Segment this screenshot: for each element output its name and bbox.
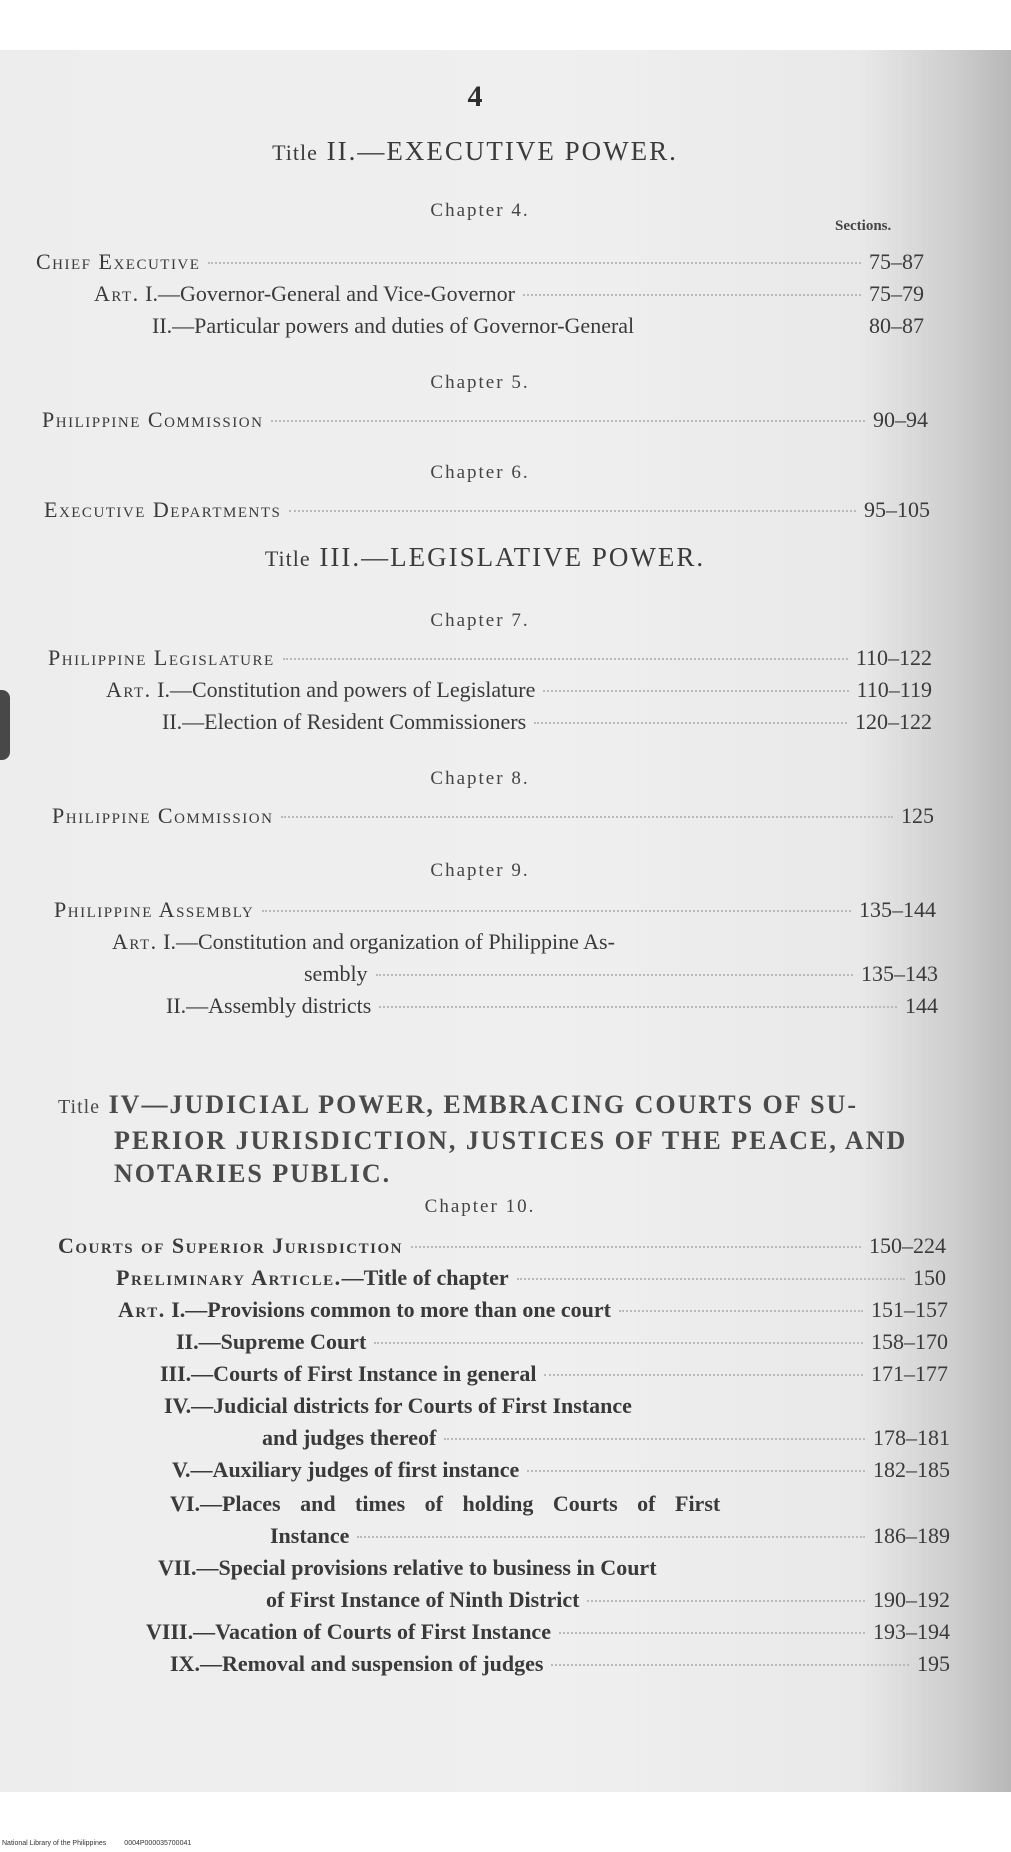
dot-leader: [283, 658, 848, 660]
section-range: 135–144: [859, 897, 936, 922]
toc-entry-courts-superior-jurisdiction: [58, 1232, 946, 1260]
dot-leader: [379, 1006, 897, 1008]
dot-leader: [551, 1664, 909, 1666]
title-line-2: PERIOR JURISDICTION, JUSTICES OF THE PEACE, AND: [114, 1126, 908, 1155]
section-range: 178–181: [873, 1425, 950, 1450]
entry-label: II.—Particular powers and duties of Governor-General: [152, 313, 635, 338]
dot-leader: [534, 722, 847, 724]
dot-leader: [444, 1438, 865, 1440]
scanned-page: [0, 50, 1011, 1792]
entry-label: IX.—Removal and suspension of judges: [170, 1651, 544, 1676]
title-iv-heading: [58, 1088, 948, 1190]
toc-entry-philippine-assembly: [54, 896, 936, 924]
art-prefix: Art.: [94, 281, 140, 306]
title-prefix: Title: [58, 1096, 101, 1118]
entry-label: II.—Supreme Court: [176, 1329, 367, 1354]
dot-leader: [517, 1278, 905, 1280]
entry-label: I.—Constitution and powers of Legislature: [151, 677, 536, 702]
toc-entry-chief-executive: [36, 248, 924, 276]
section-range: 144: [905, 993, 938, 1018]
dot-leader: [271, 420, 865, 422]
toc-entry-ch10-art-7-line1: VII.—Special provisions relative to business in Court: [158, 1555, 657, 1580]
entry-label: Philippine Assembly: [54, 897, 255, 922]
toc-entry-executive-departments: [44, 496, 930, 524]
chapter-9-heading: Chapter 9.: [430, 860, 530, 881]
entry-label: Philippine Commission: [52, 803, 274, 828]
chapter-6-heading: Chapter 6.: [430, 462, 530, 483]
section-range: 80–87: [869, 313, 924, 338]
dot-leader: [523, 294, 861, 296]
toc-entry-ch10-art-5: [172, 1456, 950, 1484]
section-range: 171–177: [871, 1361, 948, 1386]
scan-id: 0004P000035700041: [124, 1840, 192, 1847]
section-range: 110–119: [856, 677, 932, 702]
entry-label: Executive Departments: [44, 497, 282, 522]
entry-label-continued: sembly: [304, 961, 368, 986]
title-text: III.—LEGISLATIVE POWER.: [310, 542, 706, 572]
section-range: 182–185: [873, 1457, 950, 1482]
section-range: 90–94: [873, 407, 928, 432]
toc-entry-ch10-art-4: [262, 1424, 950, 1452]
dot-leader: [559, 1632, 865, 1634]
chapter-4-heading: Chapter 4.: [430, 200, 530, 221]
toc-entry-philippine-commission: [42, 406, 928, 434]
entry-label: —Title of chapter: [341, 1265, 509, 1290]
toc-entry-ch7-art-1: [106, 676, 932, 704]
dot-leader: [544, 1374, 863, 1376]
section-range: 151–157: [871, 1297, 948, 1322]
title-line-3: NOTARIES PUBLIC.: [114, 1159, 392, 1188]
dot-leader: [208, 262, 861, 264]
dot-leader: [376, 974, 853, 976]
page-number: 4: [467, 80, 483, 113]
toc-entry-ch9-art-2: [166, 992, 938, 1020]
entry-label: Philippine Commission: [42, 407, 264, 432]
section-range: 125: [901, 803, 934, 828]
toc-entry-ch10-art-6: [270, 1522, 950, 1550]
toc-entry-ch9-art-1-line1: [112, 928, 615, 956]
toc-entry-philippine-legislature: [48, 644, 932, 672]
prelim-prefix: Preliminary Article.: [116, 1265, 342, 1290]
entry-label-continued: and judges thereof: [262, 1425, 437, 1450]
dot-leader: [281, 816, 893, 818]
entry-label: Philippine Legislature: [48, 645, 275, 670]
section-range: 75–79: [869, 281, 924, 306]
dot-leader: [357, 1536, 865, 1538]
entry-label: III.—Courts of First Instance in general: [160, 1361, 537, 1386]
title-prefix: Title: [264, 546, 311, 571]
toc-entry-ch10-art-1: [118, 1296, 948, 1324]
toc-entry-philippine-commission-ch8: [52, 802, 934, 830]
dot-leader: [374, 1342, 863, 1344]
section-range: 110–122: [855, 645, 932, 670]
art-prefix: Art.: [112, 929, 158, 954]
section-range: 150: [913, 1265, 946, 1290]
entry-label: II.—Assembly districts: [166, 993, 372, 1018]
entry-label: V.—Auxiliary judges of first instance: [172, 1457, 520, 1482]
entry-label-continued: Instance: [270, 1523, 350, 1548]
sections-column-header: Sections.: [835, 218, 892, 234]
entry-label: II.—Election of Resident Commissioners: [162, 709, 527, 734]
toc-entry-ch10-art-8: [146, 1618, 950, 1646]
dot-leader: [527, 1470, 865, 1472]
toc-entry-ch10-art-3: [160, 1360, 948, 1388]
section-range: 135–143: [861, 961, 938, 986]
entry-label: I.—Constitution and organization of Philippine As-: [157, 929, 615, 954]
dot-leader: [543, 690, 848, 692]
section-range: 95–105: [864, 497, 930, 522]
section-range: 120–122: [855, 709, 932, 734]
dot-leader: [411, 1246, 861, 1248]
dot-leader: [289, 510, 856, 512]
entry-label: VIII.—Vacation of Courts of First Instance: [146, 1619, 551, 1644]
chapter-10-heading: Chapter 10.: [424, 1196, 536, 1217]
chapter-5-heading: Chapter 5.: [430, 372, 530, 393]
section-range: 150–224: [869, 1233, 946, 1258]
dot-leader: [619, 1310, 863, 1312]
section-range: 158–170: [871, 1329, 948, 1354]
art-prefix: Art.: [118, 1297, 166, 1322]
toc-entry-ch10-art-7: [266, 1586, 950, 1614]
title-ii-heading: [0, 136, 950, 167]
section-range: 186–189: [873, 1523, 950, 1548]
toc-entry-ch4-art-2: [152, 312, 924, 340]
library-name: National Library of the Philippines: [2, 1840, 107, 1847]
section-range: 75–87: [869, 249, 924, 274]
toc-entry-ch10-art-4-line1: IV.—Judicial districts for Courts of First Instance: [164, 1393, 632, 1418]
toc-entry-ch7-art-2: [162, 708, 932, 736]
dot-leader: [587, 1600, 865, 1602]
section-range: 195: [917, 1651, 950, 1676]
toc-entry-preliminary-article: [116, 1264, 946, 1292]
toc-entry-ch10-art-9: [170, 1650, 950, 1678]
entry-label: Chief Executive: [36, 249, 201, 274]
toc-entry-ch9-art-1: [304, 960, 938, 988]
title-line-1: IV—JUDICIAL POWER, EMBRACING COURTS OF SU-: [100, 1090, 859, 1119]
entry-label: I.—Governor-General and Vice-Governor: [139, 281, 515, 306]
title-iii-heading: [10, 542, 960, 573]
toc-content: [0, 50, 1011, 1792]
title-prefix: Title: [272, 140, 318, 165]
dot-leader: [262, 910, 851, 912]
toc-entry-ch10-art-2: [176, 1328, 948, 1356]
art-prefix: Art.: [106, 677, 152, 702]
title-text: II.—EXECUTIVE POWER.: [317, 136, 678, 166]
section-range: 193–194: [873, 1619, 950, 1644]
entry-label: Courts of Superior Jurisdiction: [58, 1233, 403, 1258]
toc-entry-ch10-art-6-line1: VI.—Places and times of holding Courts of First: [170, 1491, 721, 1516]
section-range: 190–192: [873, 1587, 950, 1612]
entry-label-continued: of First Instance of Ninth District: [266, 1587, 580, 1612]
chapter-8-heading: Chapter 8.: [430, 768, 530, 789]
chapter-7-heading: Chapter 7.: [430, 610, 530, 631]
toc-entry-ch4-art-1: [94, 280, 924, 308]
entry-label: I.—Provisions common to more than one court: [165, 1297, 611, 1322]
scan-footer: [2, 1840, 209, 1847]
